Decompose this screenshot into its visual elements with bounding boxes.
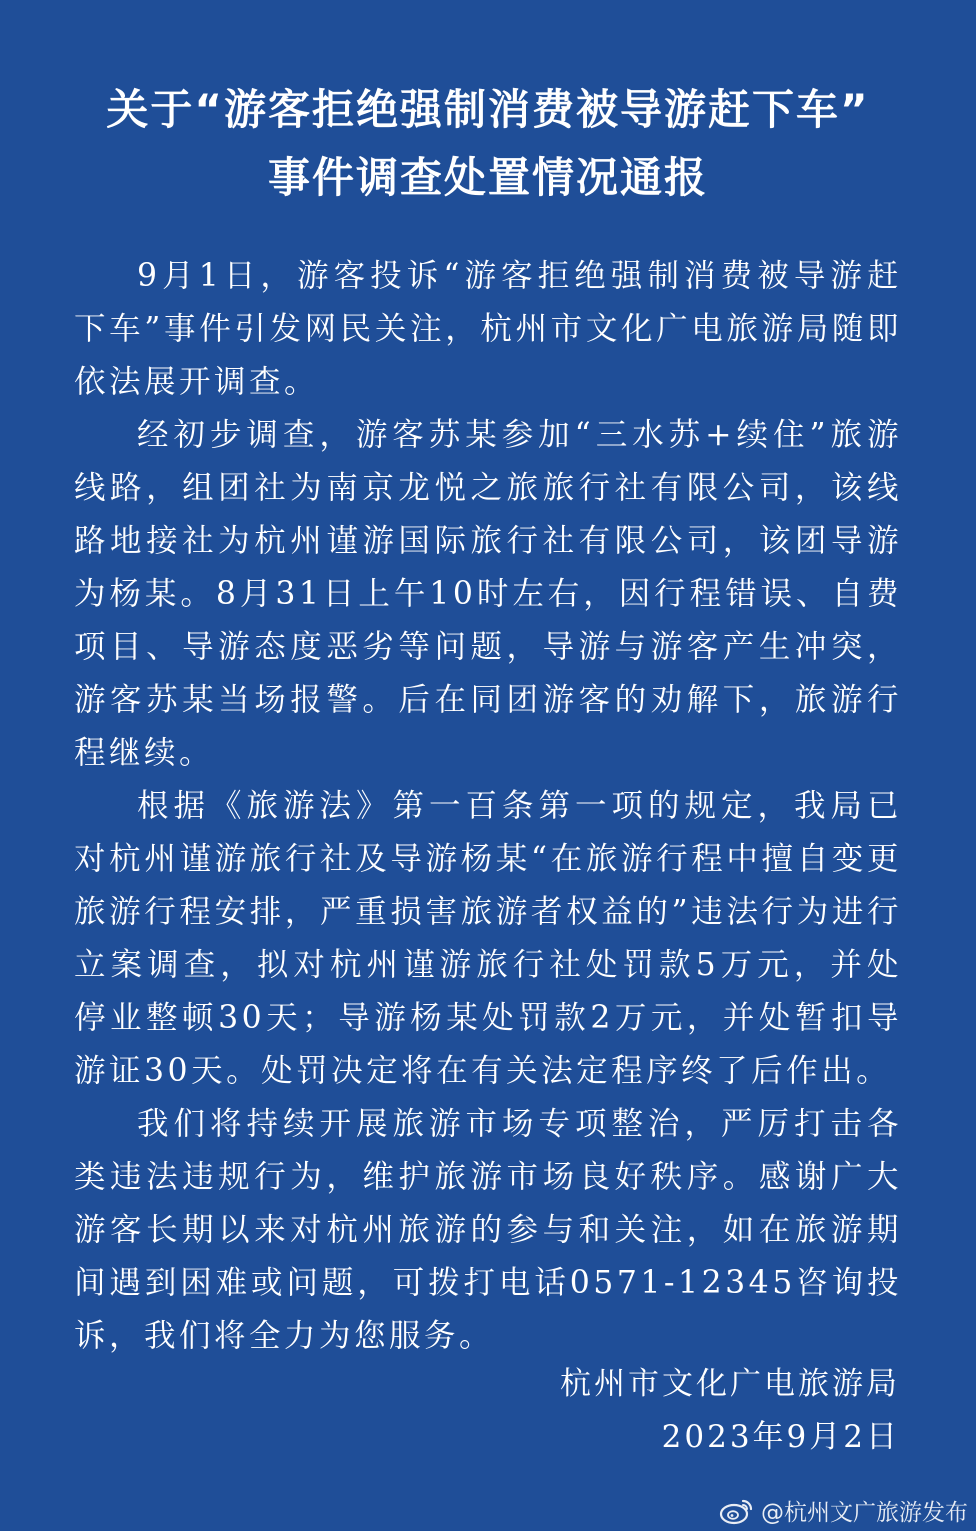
announcement-body: [74, 250, 902, 1363]
paragraph-closing: 我们将持续开展旅游市场专项整治，严厉打击各类违法违规行为，维护旅游市场良好秩序。感谢广大游客长期以来对杭州旅游的参与和关注，如在旅游期间遇到困难或问题，可拨打电话0571-12345咨询投诉，我们将全力为您服务。: [74, 1106, 902, 1354]
title-line-1: 关于“游客拒绝强制消费被导游赶下车”: [106, 85, 870, 134]
title-line-2: 事件调查处置情况通报: [267, 153, 708, 202]
watermark-text: @杭州文广旅游发布: [761, 1499, 968, 1526]
issue-date: 2023年9月2日: [661, 1419, 900, 1455]
paragraph-investigation: 经初步调查，游客苏某参加“三水苏+续住”旅游线路，组团社为南京龙悦之旅旅行社有限公司，该线路地接社为杭州谨游国际旅行社有限公司，该团导游为杨某。8月31日上午10时左右，因行程错误、自费项目、导游态度恶劣等问题，导游与游客产生冲突，游客苏某当场报警。后在同团游客的劝解下，旅游行程继续。: [74, 417, 902, 771]
paragraph-complaint: 9月1日，游客投诉“游客拒绝强制消费被导游赶下车”事件引发网民关注，杭州市文化广电旅游局随即依法展开调查。: [74, 258, 902, 400]
signature-block: [560, 1358, 900, 1464]
weibo-watermark: [719, 1492, 968, 1528]
weibo-icon: [719, 1495, 755, 1525]
issuer-name: 杭州市文化广电旅游局: [560, 1366, 900, 1402]
announcement-title: [0, 76, 976, 212]
paragraph-penalty: 根据《旅游法》第一百条第一项的规定，我局已对杭州谨游旅行社及导游杨某“在旅游行程中擅自变更旅游行程安排，严重损害旅游者权益的”违法行为进行立案调查，拟对杭州谨游旅行社处罚款5万元，并处停业整顿30天；导游杨某处罚款2万元，并处暂扣导游证30天。处罚决定将在有关法定程序终了后作出。: [74, 788, 902, 1089]
